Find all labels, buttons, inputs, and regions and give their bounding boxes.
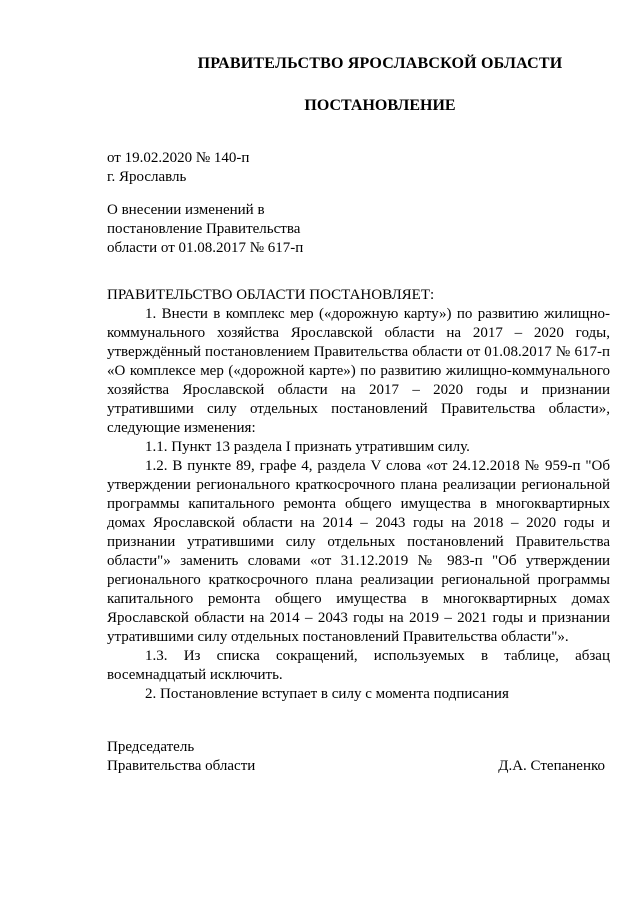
document-subject xyxy=(107,201,367,258)
subject-line-1: О внесении изменений в xyxy=(107,202,265,218)
signatory-title-line-2: Правительства области xyxy=(107,758,256,774)
paragraph-1-2: 1.2. В пункте 89, графе 4, раздела V слова «от 24.12.2018 № 959-п "Об утверждении регионального краткосрочного плана реализации региональной программы капитального ремонта общего имущества в многоквартирных домах Ярославской области на 2014 – 2043 годы на 2018 – 2020 годы и признании утратившими силу отдельных постановлений Правительства области"» заменить словами «от 31.12.2019 № 983-п "Об утверждении регионального краткосрочного плана реализации региональной программы капитального ремонта общего имущества в многоквартирных домах Ярославской области на 2014 – 2043 годы на 2019 – 2021 годы и признании утратившими силу отдельных постановлений Правительства области"». xyxy=(107,458,610,645)
document-body xyxy=(107,305,610,704)
subject-line-3: области от 01.08.2017 № 617-п xyxy=(107,240,304,256)
signatory-title xyxy=(107,738,255,776)
signatory-title-line-1: Председатель xyxy=(107,739,195,755)
paragraph-1: 1. Внести в комплекс мер («дорожную карту») по развитию жилищно-коммунального хозяйства Ярославской области на 2017 – 2020 годы, утверждённый постановлением Правительства области от 01.08.2017 № 617-п «О комплексе мер («дорожной карте») по развитию жилищно-коммунального хозяйства Ярославской области на 2017 – 2020 годы и признании утратившими силу отдельных постановлений Правительства области», следующие изменения: xyxy=(107,306,610,436)
city: г. Ярославль xyxy=(107,169,187,185)
document-meta xyxy=(107,149,249,187)
subject-line-2: постановление Правительства xyxy=(107,221,301,237)
paragraph-1-3: 1.3. Из списка сокращений, используемых в таблице, абзац восемнадцатый исключить. xyxy=(107,648,610,683)
decree-heading: ПРАВИТЕЛЬСТВО ОБЛАСТИ ПОСТАНОВЛЯЕТ: xyxy=(107,287,435,303)
paragraph-2: 2. Постановление вступает в силу с момента подписания xyxy=(145,686,509,702)
paragraph-1-1: 1.1. Пункт 13 раздела I признать утратившим силу. xyxy=(145,439,470,455)
document-type-title: ПОСТАНОВЛЕНИЕ xyxy=(304,97,456,114)
signatory-name: Д.А. Степаненко xyxy=(498,758,605,774)
government-title: ПРАВИТЕЛЬСТВО ЯРОСЛАВСКОЙ ОБЛАСТИ xyxy=(197,55,563,72)
date-number: от 19.02.2020 № 140-п xyxy=(107,150,250,166)
